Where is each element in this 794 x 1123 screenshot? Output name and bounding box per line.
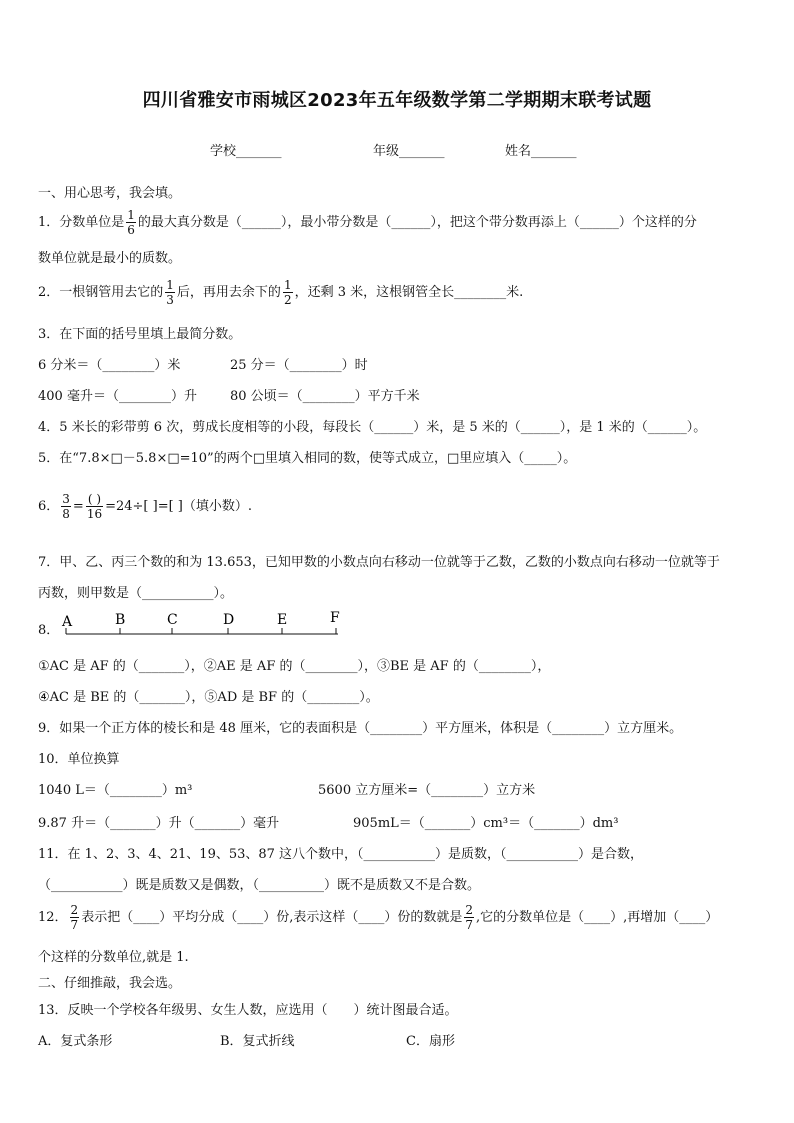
question-5: 5．在“7.8×□－5.8×□=10”的两个□里填入相同的数，使等式成立，□里应填入（_____）。 (38, 451, 577, 466)
fraction-denominator: 3 (166, 293, 174, 307)
fraction-numerator: 1 (166, 278, 174, 292)
question-13: 13．反映一个学校各年级男、女生人数，应选用（ ）统计图最合适。 (38, 1003, 458, 1018)
q10-row-1-left: 1040 L＝（________）m³ (38, 783, 193, 798)
segment-point-d (223, 612, 234, 634)
q12-text-b: 表示把（____）平均分成（____）份,表示这样（____）份的数就是 (81, 910, 463, 925)
question-8-label: 8． (38, 623, 60, 638)
segment-point-c (167, 612, 178, 634)
q6-label: 6． (38, 499, 60, 514)
section-1-heading: 一、用心思考，我会填。 (38, 186, 182, 201)
q6-fraction-2 (86, 492, 103, 521)
q12-fraction-2 (464, 903, 474, 932)
fraction-numerator: 1 (283, 278, 292, 292)
page-title: 四川省雅安市雨城区2023年五年级数学第二学期期末联考试题 (142, 90, 652, 111)
q13-option-a: A．复式条形 (38, 1034, 113, 1049)
fraction-numerator: 2 (465, 903, 473, 917)
fraction-numerator: 2 (70, 903, 79, 917)
question-11: 11．在 1、2、3、4、21、19、53、87 这八个数中，（___________）是质数，（___________）是合数， (38, 847, 644, 862)
fraction-numerator: 1 (127, 208, 135, 222)
svg-text:B: B (115, 612, 126, 628)
section-2-heading: 二、仔细推敲，我会选。 (38, 976, 182, 991)
question-7: 7．甲、乙、丙三个数的和为 13.653，已知甲数的小数点向右移动一位就等于乙数，乙数的小数点向右移动一位就等于 (38, 555, 720, 570)
svg-text:D: D (223, 612, 235, 628)
q12-fraction-1 (70, 903, 80, 932)
question-7-continued: 丙数，则甲数是（___________）。 (38, 586, 234, 601)
q2-fraction-2 (283, 278, 293, 307)
q2-text-b: 后，再用去余下的 (176, 285, 281, 300)
q6-text-b: =24÷[ ]=[ ]（填小数）. (105, 499, 253, 514)
fraction-numerator: 3 (62, 492, 70, 506)
q2-text-a: 2．一根钢管用去它的 (38, 285, 164, 300)
question-6 (38, 492, 252, 521)
question-11-continued: （___________）既是质数又是偶数，（__________）既不是质数又不是合数。 (38, 878, 481, 893)
segment-point-e (277, 612, 287, 634)
question-10: 10．单位换算 (38, 752, 120, 767)
question-1 (38, 208, 697, 237)
q12-text-c: ,它的分数单位是（____）,再增加（____） (475, 910, 719, 925)
segment-diagram (60, 610, 350, 642)
fraction-denominator: 7 (465, 918, 473, 932)
fraction-numerator: ( ) (86, 492, 103, 507)
q10-row-1-right: 5600 立方厘米=（________）立方米 (318, 783, 536, 798)
question-3: 3．在下面的括号里填上最简分数。 (38, 327, 242, 342)
q1-text-a: 1．分数单位是 (38, 215, 125, 230)
segment-point-b (115, 612, 125, 634)
svg-text:E: E (277, 612, 288, 628)
q6-fraction-1 (61, 492, 71, 521)
svg-text:A: A (62, 614, 73, 630)
name-field: 姓名_______ (505, 144, 577, 159)
school-field: 学校_______ (210, 144, 282, 159)
grade-field: 年级_______ (373, 144, 445, 159)
q10-row-2-right: 905mL＝（_______）cm³＝（_______）dm³ (353, 816, 619, 831)
q3-row-1-right: 25 分＝（________）时 (230, 358, 368, 373)
q10-row-2-left: 9.87 升＝（_______）升（_______）毫升 (38, 816, 280, 831)
q12-label: 12． (38, 910, 68, 925)
question-12 (38, 903, 718, 932)
fraction-denominator: 6 (127, 223, 135, 237)
q13-option-b: B．复式折线 (220, 1034, 295, 1049)
fraction-denominator: 8 (62, 507, 70, 521)
q8-row-2: ④AC 是 BE 的（_______），⑤AD 是 BF 的（________）。 (38, 690, 379, 705)
fraction-denominator: 7 (70, 918, 79, 932)
q1-text-b: 的最大真分数是（______），最小带分数是（______），把这个带分数再添上（______）个这样的分 (137, 215, 697, 230)
q3-row-2-left: 400 毫升＝（________）升 (38, 389, 197, 404)
question-1-continued: 数单位就是最小的质数。 (38, 251, 182, 266)
q3-row-2-right: 80 公顷＝（________）平方千米 (230, 389, 420, 404)
q13-option-c: C．扇形 (406, 1034, 455, 1049)
question-2 (38, 278, 523, 307)
question-12-continued: 个这样的分数单位,就是 1. (38, 950, 189, 965)
question-9: 9．如果一个正方体的棱长和是 48 厘米，它的表面积是（________）平方厘米，体积是（________）立方厘米。 (38, 721, 683, 736)
fraction-denominator: 16 (86, 507, 103, 521)
q8-row-1: ①AC 是 AF 的（_______），②AE 是 AF 的（________），③BE 是 AF 的（________）， (38, 659, 551, 674)
svg-text:C: C (167, 612, 178, 628)
q2-text-c: ，还剩 3 米，这根钢管全长________米. (294, 285, 524, 300)
segment-point-f (330, 610, 340, 634)
q3-row-1-left: 6 分米＝（________）米 (38, 358, 181, 373)
question-4: 4．5 米长的彩带剪 6 次，剪成长度相等的小段，每段长（______）米，是 5 米的（______），是 1 米的（______）。 (38, 420, 707, 435)
q2-fraction-1 (165, 278, 175, 307)
q1-fraction (126, 208, 136, 237)
svg-text:F: F (330, 610, 340, 626)
fraction-denominator: 2 (283, 293, 292, 307)
q6-equals: = (72, 499, 84, 514)
segment-point-a (61, 614, 73, 634)
